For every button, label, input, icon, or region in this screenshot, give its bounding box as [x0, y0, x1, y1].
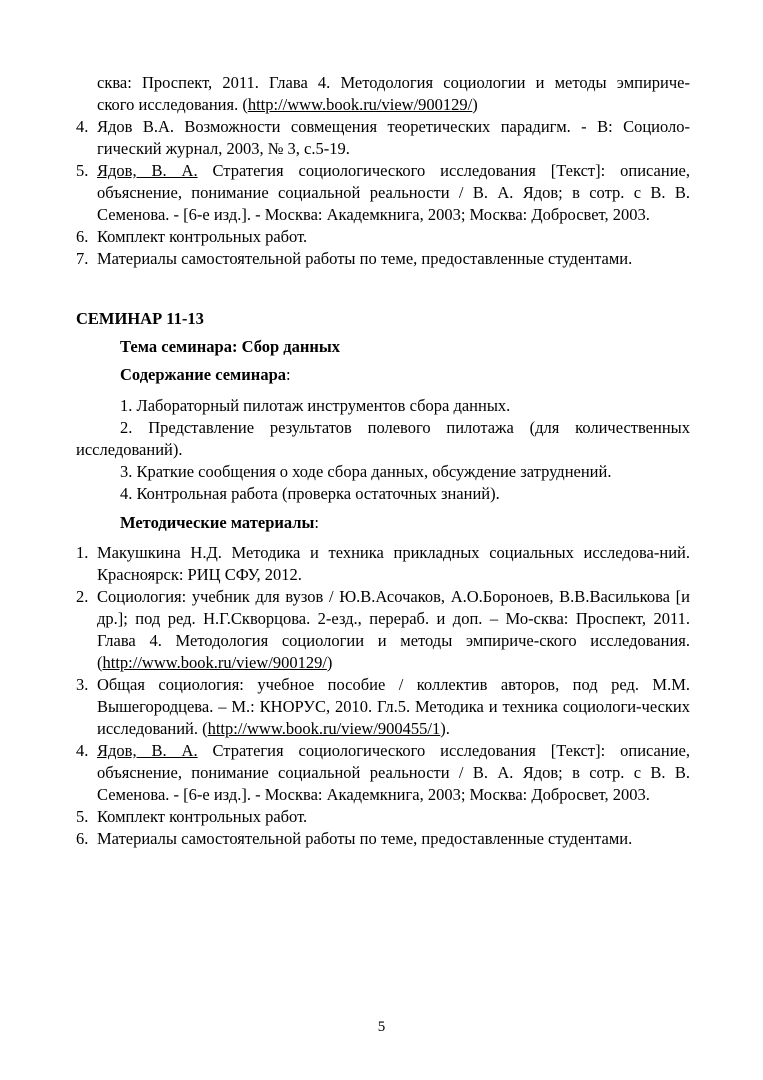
- list-item: [76, 740, 690, 806]
- content-item: 4. Контрольная работа (проверка остаточных знаний).: [120, 484, 500, 503]
- continuation-line: сква: Проспект, 2011. Глава 4. Методология социологии и методы эмпириче-: [97, 73, 690, 92]
- item-number: 4.: [76, 117, 89, 136]
- item-number: 5.: [76, 807, 89, 826]
- item-text: Комплект контрольных работ.: [97, 227, 308, 246]
- item-number: 2.: [76, 587, 89, 606]
- author-link[interactable]: Ядов, В. А.: [97, 741, 198, 760]
- materials-heading: Методические материалы:: [120, 513, 320, 532]
- item-text: Стратегия социологического исследования [Текст]: описание, объяснение, понимание социальной реальности / В. А. Ядов; в сотр. с В. В. Семенова. - [6-е изд.]. - Москва: Академкнига, 2003; Москва: Добросвет, 2003.: [97, 741, 690, 804]
- content-heading: Содержание семинара:: [120, 365, 291, 384]
- list-item: 2. Социология: учебник для вузов / Ю.В.Асочаков, А.О.Бороноев, В.В.Василькова [и др.]; под ред. Н.Г.Скворцова. 2-езд., перераб. и доп. – Мо-сква: Проспект, 2011. Глава 4. Методология социологии и методы эмпириче-ского исследования. (http://www.book.ru/view/900129/): [76, 587, 690, 672]
- book-link[interactable]: http://www.book.ru/view/900129/: [102, 653, 327, 672]
- content-item: 3. Краткие сообщения о ходе сбора данных, обсуждение затруднений.: [120, 462, 612, 481]
- item-number: 5.: [76, 161, 89, 180]
- list-item: [76, 542, 690, 586]
- continuation-line: ского исследования. (http://www.book.ru/view/900129/): [97, 95, 478, 114]
- list-item: [76, 828, 690, 850]
- seminar-topic: Тема семинара: Сбор данных: [120, 337, 341, 356]
- book-link[interactable]: http://www.book.ru/view/900129/: [247, 95, 473, 114]
- list-item: [76, 116, 690, 160]
- item-text: Стратегия социологического исследования [Текст]: описание, объяснение, понимание социальной реальности / В. А. Ядов; в сотр. с В. В. Семенова. - [6-е изд.]. - Москва: Академкнига, 2003; Москва: Добросвет, 2003.: [97, 161, 690, 224]
- materials-list: [76, 542, 690, 850]
- list-item: [76, 72, 690, 116]
- author-link[interactable]: Ядов, В. А.: [97, 161, 198, 180]
- item-text: Материалы самостоятельной работы по теме, предоставленные студентами.: [97, 249, 633, 268]
- list-item: [76, 806, 690, 828]
- list-item: 3. Общая социология: учебное пособие / коллектив авторов, под ред. М.М. Вышегородцева. – М.: КНОРУС, 2010. Гл.5. Методика и техника социологи-ческих исследований. (http://www.book.ru/view/900455/1).: [76, 675, 690, 738]
- item-text: Комплект контрольных работ.: [97, 807, 308, 826]
- page-number: 5: [377, 1019, 386, 1035]
- item-number: 7.: [76, 249, 89, 268]
- content-item: 2. Представление результатов полевого пилотажа (для количественных исследований).: [76, 418, 690, 459]
- item-number: 1.: [76, 543, 89, 562]
- item-text: Материалы самостоятельной работы по теме, предоставленные студентами.: [97, 829, 633, 848]
- item-text: Ядов В.А. Возможности совмещения теоретических парадигм. - В: Социоло-гический журнал, 2003, № 3, с.5-19.: [97, 117, 690, 158]
- item-number: 3.: [76, 675, 89, 694]
- top-reference-list: [76, 72, 690, 270]
- item-text: Макушкина Н.Д. Методика и техника прикладных социальных исследова-ний. Красноярск: РИЦ СФУ, 2012.: [97, 543, 690, 584]
- item-number: 4.: [76, 741, 89, 760]
- list-item: [76, 248, 690, 270]
- item-number: 6.: [76, 829, 89, 848]
- content-item: 1. Лабораторный пилотаж инструментов сбора данных.: [120, 396, 511, 415]
- list-item: [76, 160, 690, 226]
- item-number: 6.: [76, 227, 89, 246]
- seminar-title: СЕМИНАР 11-13: [76, 309, 204, 328]
- book-link[interactable]: http://www.book.ru/view/900455/1: [207, 719, 441, 738]
- list-item: [76, 226, 690, 248]
